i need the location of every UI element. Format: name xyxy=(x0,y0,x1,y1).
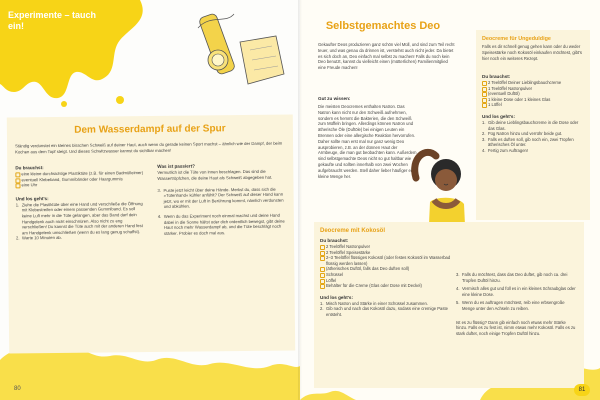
step-text: Gib deine Lieblingsbauchcreme in die Dose oder das Glas. xyxy=(488,119,579,131)
impatient-howto-list xyxy=(482,120,584,154)
list-item xyxy=(482,137,584,148)
impatient-needs-heading: Du brauchst: xyxy=(482,74,511,79)
coco-howto-list xyxy=(320,301,452,318)
impatient-content xyxy=(482,74,584,154)
list-item xyxy=(158,186,286,210)
result-text: Vermutlich ist die Tüte von innen beschlagen. Das sind die Wassertröpfchen, die deine Haut als Schweiß abgegeben hat. xyxy=(157,168,273,181)
step-number: 2. xyxy=(16,235,20,241)
step-text: Warte 10 Minuten ab. xyxy=(22,235,62,241)
list-item xyxy=(456,272,576,283)
step-text: Misch Natron und Stärke in einer Schüssel zusammen. xyxy=(326,300,428,306)
list-item: eventuell Klebeband, Gummibänder oder Haargummis xyxy=(15,176,145,183)
coco-needs-heading: Du brauchst: xyxy=(320,238,349,243)
left-column xyxy=(15,164,146,241)
more-steps-list xyxy=(158,186,287,236)
list-item xyxy=(158,213,286,237)
page-title: Selbstgemachtes Deo xyxy=(325,20,441,32)
book-gutter xyxy=(298,0,302,400)
list-item: 1 Löffel xyxy=(482,102,584,108)
card-intro: Ständig verdunstet ein kleines bisschen Schweiß auf deiner Haut, auch wenn du gerade keinen Sport machst – ähnlich wie der Dampf, der beim Kochen aus dem Topf steigt. Und dieses Schwitzwasser kannst du sichtbar machen! xyxy=(15,140,283,155)
step-number: 2. xyxy=(482,131,486,137)
coconut-recipe-card xyxy=(314,222,584,388)
list-item xyxy=(456,286,576,297)
coco-needs-list xyxy=(320,244,452,289)
list-item xyxy=(16,201,146,236)
page-number-right: 81 xyxy=(574,384,590,396)
card-title: Dem Wasserdampf auf der Spur xyxy=(74,123,226,136)
list-item: Schüssel xyxy=(320,272,452,278)
list-item: 2–3 Teelöffel flüssiges Kokosöl (oder festes Kokosöl im Wasserbad flüssig werden lassen) xyxy=(320,255,452,266)
result-heading: Was ist passiert? xyxy=(157,163,195,169)
coco-title: Deocreme mit Kokosöl xyxy=(320,228,386,234)
coco-more-list xyxy=(456,272,576,312)
step-text: Puste jetzt leicht über deine Hände. Merkst du, dass sich die »Tütenhand« kühler anfühlt? Der Schweiß auf dieser Hand kann jetzt, wo er mit der Luft in Berührung kommt, nämlich verdunsten und abkühlen. xyxy=(163,186,284,210)
coco-right-column xyxy=(456,272,576,337)
coco-howto-heading: Und los geht's: xyxy=(320,294,353,300)
list-item xyxy=(482,120,584,131)
step-number: 4. xyxy=(456,286,460,292)
step-text: Vermisch alles gut und füll es in ein kleines Schraubglas oder eine kleine Dose. xyxy=(462,286,576,297)
impatient-title: Deocreme für Ungeduldige xyxy=(482,36,551,42)
needs-heading: Du brauchst: xyxy=(15,165,44,171)
step-number: 3. xyxy=(456,272,460,277)
step-text: Fertig zum Auftragen! xyxy=(488,147,529,153)
impatient-needs-list xyxy=(482,80,584,108)
right-column xyxy=(157,163,286,237)
list-item xyxy=(320,306,452,317)
list-item: Behälter für die Creme (Glas oder Dose mit Deckel) xyxy=(320,283,452,289)
list-item: 1 kleine Dose oder 1 kleines Glas xyxy=(482,97,584,103)
needs-list xyxy=(15,170,145,188)
step-number: 4. xyxy=(482,147,486,153)
step-text: Füg Natron hinzu und verrühr beide gut. xyxy=(488,131,563,137)
list-item: (ätherisches Duftöl, falls das Deo duften soll) xyxy=(320,266,452,272)
list-item: 2 Teelöffel Natronpulver xyxy=(320,244,452,250)
list-item: (eventuell Duftöl) xyxy=(482,91,584,97)
watch-and-bag-illustration xyxy=(190,4,290,104)
know-text: Die meisten Deocremes enthalten Natron. Das Natron kann nicht nur den Schweiß aufnehmen, sondern es hemmt die Bakterien, die den Schweiß zum Müffeln bringen. Allerdings können Natron und ätherische Öle (Duftöle) bei einigen Leuten ein Brennen oder eine allergische Reaktion hervorrufen. Daher sollte man erst mal nur ganz wenig Deo ausprobieren, z.B. an der dünnen Haut der Armbeuge, die man gut beobachten kann. Außerdem sind selbstgemachte Deos nicht so gut haltbar wie gekaufte und sollten innerhalb von zwei Wochen aufgebraucht werden. Stell daher lieber häufiger eine kleine Menge her. xyxy=(318,104,417,179)
step-number: 3. xyxy=(157,187,162,193)
list-item: 2 Teelöffel Deiner Lieblingsbauchcreme xyxy=(482,80,584,86)
step-text: Wenn du es auftragen möchtest, reib eine erbsengroße Menge unter den Achseln zu reiben. xyxy=(462,300,565,311)
step-number: 1. xyxy=(15,202,20,208)
step-number: 1. xyxy=(482,119,486,125)
list-item: 2 Teelöffel Speisestärke xyxy=(320,250,452,256)
step-number: 3. xyxy=(482,136,486,142)
step-text: Wenn du das Experiment noch einmal machst und deine Hand dabei in die Sonne hältst oder dich ordentlich bewegst, gibt deine Haut noch mehr Wasserdampf ab, und die Tüte beschlägt noch stärker. Probier es doch mal aus. xyxy=(163,212,285,236)
know-heading: Gut zu wissen: xyxy=(318,96,351,101)
right-page xyxy=(300,0,600,400)
impatient-howto-heading: Und los geht's: xyxy=(482,113,515,119)
coco-left-column xyxy=(320,238,452,318)
step-number: 4. xyxy=(157,213,162,219)
impatient-intro: Falls es dir schnell genug gehen kann oder du weder Speisestärke noch Kokosöl einkaufen möchtest, gibt's hier noch ein weiteres Rezept. xyxy=(482,44,582,61)
impatient-recipe-card xyxy=(476,30,590,220)
list-item xyxy=(482,148,584,154)
coco-tip: Ist es zu flüssig? Dann gib einfach noch etwas mehr Stärke hinzu. Falls es zu fest ist, nimm etwas mehr Kokosöl. Falls es zu stark duftet, noch einige Tropfen Duftöl hinzu. xyxy=(456,319,576,337)
step-text: Gib nach und nach das Kokosöl dazu, sodass eine cremige Paste entsteht. xyxy=(326,306,448,317)
step-number: 1. xyxy=(320,300,324,306)
list-item xyxy=(456,300,576,311)
howto-list xyxy=(16,201,146,242)
step-text: Ziehe die Plastiktüte über eine Hand und verschließe die Öffnung mit Klebestreifen oder einem passenden Gummiband. Es soll keine Luft mehr in die Tüte gelangen, aber das Band darf dein Handgelenk auch nicht einschnüren. Also nicht zu eng verschließen! Du kannst die Tüte auch mit der anderen Hand fest am Handgelenk umschließen (wenn du es lang genug schaffst). xyxy=(21,200,143,236)
howto-heading: Und los geht's: xyxy=(15,195,49,202)
step-number: 2. xyxy=(320,306,324,312)
page-number-left: 80 xyxy=(14,386,21,392)
list-item: eine Uhr xyxy=(15,181,145,188)
step-text: Falls du möchtest, dass das Deo duftet, gib noch ca. drei Tropfen Duftöl hinzu. xyxy=(462,272,568,283)
chapter-tag: Experimente – tauch ein! xyxy=(8,10,97,31)
list-item: 1 Teelöffel Natronpulver xyxy=(482,86,584,92)
list-item: Löffel xyxy=(320,278,452,284)
list-item xyxy=(16,234,146,241)
step-text: Falls es duften soll, gib noch ein, zwei Tropfen ätherisches Öl unter. xyxy=(488,136,574,148)
step-number: 5. xyxy=(456,300,460,306)
experiment-card xyxy=(7,115,295,354)
deo-intro: Gekaufter Deos produzieren ganz schön viel Müll, und sind zum Teil recht teuer, und was genau da drinnen ist, verstehst auch nicht jeder. Da bietet es sich doch an, Deo einfach mal selbst zu machen! Falls du noch kein Deo benutzt, kannst du vielleicht einen (mütterlichen) Familienmitglied eine Freude machen! xyxy=(318,42,455,71)
list-item: eine kleine durchsichtige Plastiktüte (z.B. für einen Badmülleimer) xyxy=(15,170,145,177)
